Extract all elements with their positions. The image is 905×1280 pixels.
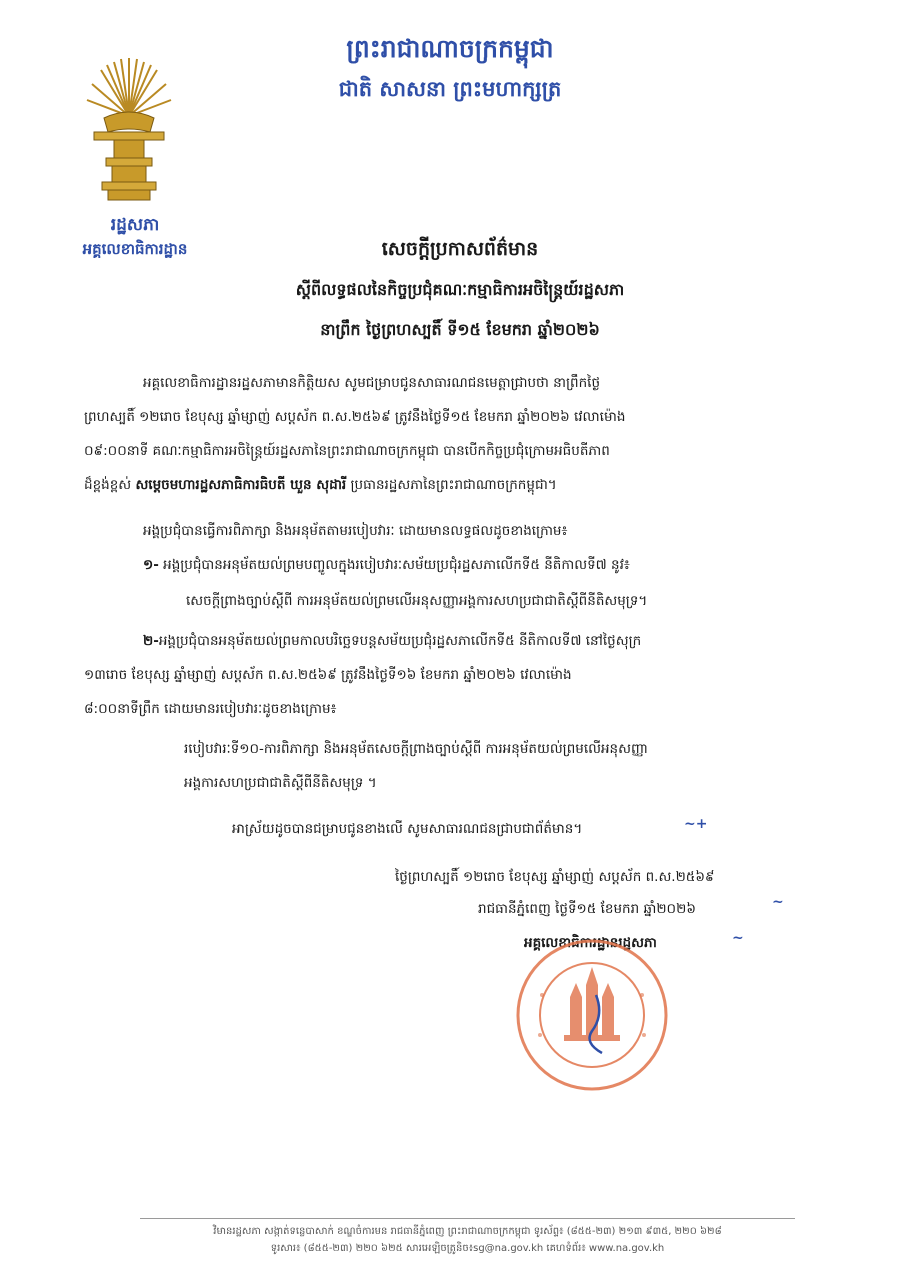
footer-contact: ទូរសារ៖ (៨៥៥-២៣) ២២០ ៦២៥ សារអេឡិចត្រូនិច៖sg@na.gov.kh គេហទំព័រ៖ www.na.gov.kh (270, 1243, 665, 1254)
paragraph-1-line-3: ០៩:០០នាទី គណៈកម្មាធិការអចិន្ត្រៃយ៍រដ្ឋសភានៃព្រះរាជាណាចក្រកម្ពុជា បានបើកកិច្ចប្រជុំក្រោមអធិបតីភាព (84, 443, 610, 459)
org-name: រដ្ឋសភា (110, 215, 160, 235)
president-name: សម្តេចមហារដ្ឋសភាធិការធិបតី ឃួន សុដារី (135, 477, 347, 493)
paragraph-1-tail: ប្រធានរដ្ឋសភានៃព្រះរាជាណាចក្រកម្ពុជា។ (346, 477, 557, 493)
agenda-line-1: របៀបវារៈទី១០-ការពិភាក្សា និងអនុម័តសេចក្តីព្រាងច្បាប់ស្តីពី ការអនុម័តយល់ព្រមលើអនុសញ្ញា (184, 741, 648, 757)
paragraph-1-line-1: អគ្គលេខាធិការដ្ឋានរដ្ឋសភាមានកិត្តិយស សូមជម្រាបជូនសាធារណជនមេត្តាជ្រាបថា នាព្រឹកថ្ងៃ (143, 375, 601, 391)
closing-sentence: អាស្រ័យដូចបានជម្រាបជូនខាងលើ សូមសាធារណជនជ្រាបជាព័ត៌មាន។ (232, 821, 583, 837)
org-department: អគ្គលេខាធិការដ្ឋាន (82, 240, 188, 258)
royal-emblem-icon (84, 56, 174, 206)
initial-mark: ~ (732, 930, 744, 946)
item-1-text: អង្គប្រជុំបានអនុម័តយល់ព្រមបញ្ចូលក្នុងរបៀបវារៈសម័យប្រជុំរដ្ឋសភាលើកទី៥ នីតិកាលទី៧ នូវ៖ (158, 557, 630, 573)
item-2-number: ២- (143, 633, 159, 649)
national-motto: ជាតិ សាសនា ព្រះមហាក្សត្រ (338, 77, 562, 101)
item-1-line-1 (143, 554, 783, 576)
item-2-text: អង្គប្រជុំបានអនុម័តយល់ព្រមកាលបរិច្ឆេទបន្តសម័យប្រជុំរដ្ឋសភាលើកទី៥ នីតិកាលទី៧ នៅថ្ងៃសុក្រ (158, 633, 642, 649)
document-title: សេចក្តីប្រកាសព័ត៌មាន (381, 238, 539, 260)
agenda-line-2: អង្គការសហប្រជាជាតិស្តីពីនីតិសមុទ្រ ។ (184, 775, 377, 791)
kingdom-heading: ព្រះរាជាណាចក្រកម្ពុជា (346, 34, 554, 63)
footer-address: វិមានរដ្ឋសភា សង្កាត់ទន្លេបាសាក់ ខណ្ឌចំការមន រាជធានីភ្នំពេញ ព្រះរាជាណាចក្រកម្ពុជា ទូរស័ព្ទ៖ (៨៥៥-២៣) ២១៣ ៩៣៥, ២២០ ៦២៨ (213, 1226, 722, 1237)
footer-divider (140, 1218, 795, 1219)
document-date-line: នាព្រឹក ថ្ងៃព្រហស្បតិ៍ ទី១៥ ខែមករា ឆ្នាំ២០២៦ (320, 320, 600, 339)
initial-mark: ~+ (684, 816, 708, 832)
item-2-line-2: ១៣រោច ខែបុស្ស ឆ្នាំម្សាញ់ សប្តស័ក ព.ស.២៥៦៩ ត្រូវនឹងថ្ងៃទី១៦ ខែមករា ឆ្នាំ២០២៦ វេលាម៉ោង (84, 667, 572, 683)
item-2-line-1 (143, 630, 783, 652)
place-and-date: រាជធានីភ្នំពេញ ថ្ងៃទី១៥ ខែមករា ឆ្នាំ២០២៦ (478, 901, 696, 917)
paragraph-1-line-2: ព្រហស្បតិ៍ ១២រោច ខែបុស្ស ឆ្នាំម្សាញ់ សប្តស័ក ព.ស.២៥៦៩ ត្រូវនឹងថ្ងៃទី១៥ ខែមករា ឆ្នាំ២០២៦ វេលាម៉ោង (84, 409, 626, 425)
item-1-number: ១- (143, 557, 159, 573)
official-stamp-icon (512, 935, 672, 1095)
paragraph-1-text: ដ៏ខ្ពង់ខ្ពស់ (84, 477, 136, 493)
lunar-date: ថ្ងៃព្រហស្បតិ៍ ១២រោច ខែបុស្ស ឆ្នាំម្សាញ់ សប្តស័ក ព.ស.២៥៦៩ (395, 869, 715, 885)
paragraph-2: អង្គប្រជុំបានធ្វើការពិភាក្សា និងអនុម័តតាមរបៀបវារៈ ដោយមានលទ្ធផលដូចខាងក្រោម៖ (143, 523, 568, 539)
document-subtitle: ស្តីពីលទ្ធផលនៃកិច្ចប្រជុំគណៈកម្មាធិការអចិន្ត្រៃយ៍រដ្ឋសភា (295, 280, 625, 299)
initial-mark: ~ (772, 894, 784, 910)
item-2-line-3: ៨:០០នាទីព្រឹក ដោយមានរបៀបវារៈដូចខាងក្រោម៖ (84, 701, 337, 717)
signer-title: អគ្គលេខាធិការដ្ឋានរដ្ឋសភា (524, 935, 657, 951)
item-1-line-2: សេចក្តីព្រាងច្បាប់ស្តីពី ការអនុម័តយល់ព្រមលើអនុសញ្ញាអង្គការសហប្រជាជាតិស្តីពីនីតិសមុទ្រ។ (186, 593, 648, 609)
paragraph-1-line-4 (84, 474, 784, 496)
